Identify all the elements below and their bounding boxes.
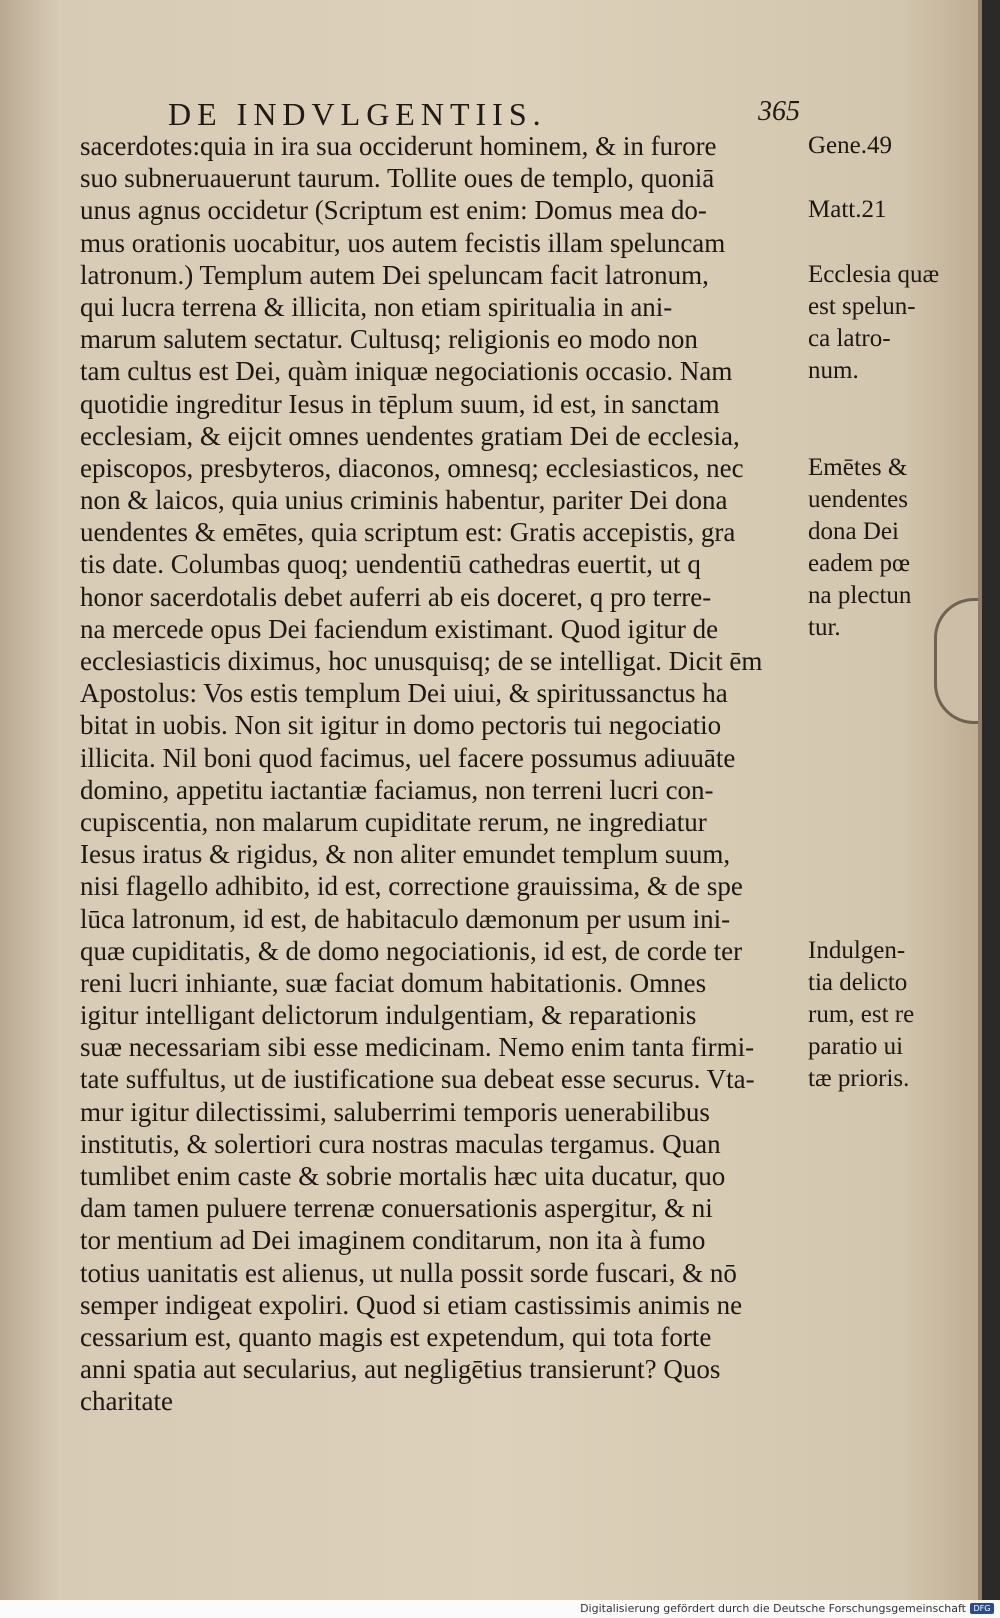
margin-note (808, 259, 939, 387)
margin-note-line: num. (808, 356, 859, 384)
text-line: institutis, & solertiori cura nostras maculas tergamus. Quan (80, 1128, 721, 1159)
margin-note-line: dona Dei (808, 518, 899, 545)
text-line: mus orationis uocabitur, uos autem fecistis illam speluncam (80, 227, 726, 258)
text-line: totius uanitatis est alienus, ut nulla possit sorde fuscari, & nō (80, 1257, 737, 1288)
margin-note-line: Emētes & (808, 454, 908, 481)
main-text-block (80, 130, 820, 1418)
margin-note-line: na plectun (808, 582, 912, 609)
text-line: sacerdotes:quia in ira sua occiderunt hominem, & in furore (80, 131, 717, 161)
text-line: Apostolus: Vos estis templum Dei uiui, & spiritussanctus ha (80, 678, 728, 709)
book-clasp-image (934, 598, 982, 724)
text-line: tumlibet enim caste & sobrie mortalis hæc uita ducatur, quo (80, 1161, 726, 1191)
text-line: suo subneruauerunt taurum. Tollite oues de templo, quoniā (80, 163, 715, 194)
text-line: episcopos, presbyteros, diaconos, omnesq; ecclesiasticos, nec (80, 452, 744, 483)
text-line: nisi flagello adhibito, id est, correctione grauissima, & de spe (80, 871, 743, 902)
text-line: semper indigeat expoliri. Quod si etiam castissimis animis ne (80, 1289, 743, 1320)
text-line: charitate (80, 1386, 173, 1417)
text-line: igitur intelligant delictorum indulgentiam, & reparationis (80, 1000, 697, 1031)
margin-note-line: tia delicto (808, 969, 908, 996)
text-line: tor mentium ad Dei imaginem conditarum, non ita à fumo (80, 1225, 706, 1256)
text-line: reni lucri inhiante, suæ faciat domum habitationis. Omnes (80, 967, 707, 998)
dfg-logo: DFG (970, 1603, 994, 1614)
text-line: cessarium est, quanto magis est expetendum, qui tota forte (80, 1321, 712, 1352)
margin-note-line: Ecclesia quæ (808, 260, 940, 288)
digitization-credit: Digitalisierung gefördert durch die Deutsche Forschungsgemeinschaft (580, 1602, 966, 1615)
margin-note-line: tæ prioris. (808, 1065, 910, 1092)
text-line: non & laicos, quia unius criminis habentur, pariter Dei dona (80, 485, 728, 516)
margin-note-line: Indulgen- (808, 937, 906, 964)
margin-note (808, 452, 911, 644)
page-number: 365 (758, 96, 800, 127)
margin-note-line: eadem pœ (808, 550, 911, 577)
margin-note-line: paratio ui (808, 1033, 904, 1060)
text-line: quotidie ingreditur Iesus in tēplum suum, id est, in sanctam (80, 388, 720, 419)
margin-note-line: ca latro- (808, 324, 891, 352)
margin-note-line: Matt.21 (808, 196, 887, 224)
margin-note-line: rum, est re (808, 1001, 915, 1028)
text-line: Iesus iratus & rigidus, & non aliter emundet templum suum, (80, 839, 731, 870)
text-line: tam cultus est Dei, quàm iniquæ negociationis occasio. Nam (80, 356, 733, 387)
text-line: quæ cupiditatis, & de domo negociationis, id est, de corde ter (80, 935, 743, 966)
margin-note-line: uendentes (808, 486, 908, 513)
text-line: domino, appetitu iactantiæ faciamus, non terreni lucri con- (80, 774, 714, 805)
text-line: honor sacerdotalis debet auferri ab eis doceret, q pro terre- (80, 581, 712, 612)
text-line: illicita. Nil boni quod facimus, uel facere possumus adiuuāte (80, 742, 736, 773)
text-line: bitat in uobis. Non sit igitur in domo pectoris tui negociatio (80, 710, 722, 741)
text-line: lūca latronum, id est, de habitaculo dæmonum per usum ini- (80, 903, 731, 934)
margin-note-line: tur. (808, 614, 841, 641)
margin-note (808, 130, 892, 162)
margin-note (808, 194, 886, 226)
text-line: mur igitur dilectissimi, saluberrimi temporis uenerabilibus (80, 1096, 710, 1127)
text-line: tate suffultus, ut de iustificatione sua debeat esse securus. Vta- (80, 1064, 755, 1095)
text-line: anni spatia aut secularius, aut negligētius transierunt? Quos (80, 1354, 721, 1385)
margin-note (808, 935, 914, 1095)
text-line: ecclesiam, & eijcit omnes uendentes gratiam Dei de ecclesia, (80, 420, 740, 451)
running-title: DE INDVLGENTIIS. (168, 96, 547, 132)
text-line: ecclesiasticis diximus, hoc unusquisq; de se intelligat. Dicit ēm (80, 646, 763, 676)
text-line: na mercede opus Dei faciendum existimant. Quod igitur de (80, 613, 719, 644)
margin-note-line: Gene.49 (808, 132, 892, 159)
text-line: cupiscentia, non malarum cupiditate rerum, ne ingrediatur (80, 806, 707, 837)
text-line: dam tamen puluere terrenæ conuersationis aspergitur, & ni (80, 1193, 713, 1224)
text-line: latronum.) Templum autem Dei speluncam facit latronum, (80, 259, 709, 290)
text-line: qui lucra terrena & illicita, non etiam spiritualia in ani- (80, 291, 673, 322)
text-line: suæ necessariam sibi esse medicinam. Nemo enim tanta firmi- (80, 1032, 755, 1063)
text-line: tis date. Columbas quoq; uendentiū cathedras euertit, ut q (80, 549, 701, 580)
text-line: uendentes & emētes, quia scriptum est: Gratis accepistis, gra (80, 517, 736, 548)
margin-note-line: est spelun- (808, 292, 916, 320)
text-line: unus agnus occidetur (Scriptum est enim: Domus mea do- (80, 195, 707, 226)
text-line: marum salutem sectatur. Cultusq; religionis eo modo non (80, 324, 698, 355)
